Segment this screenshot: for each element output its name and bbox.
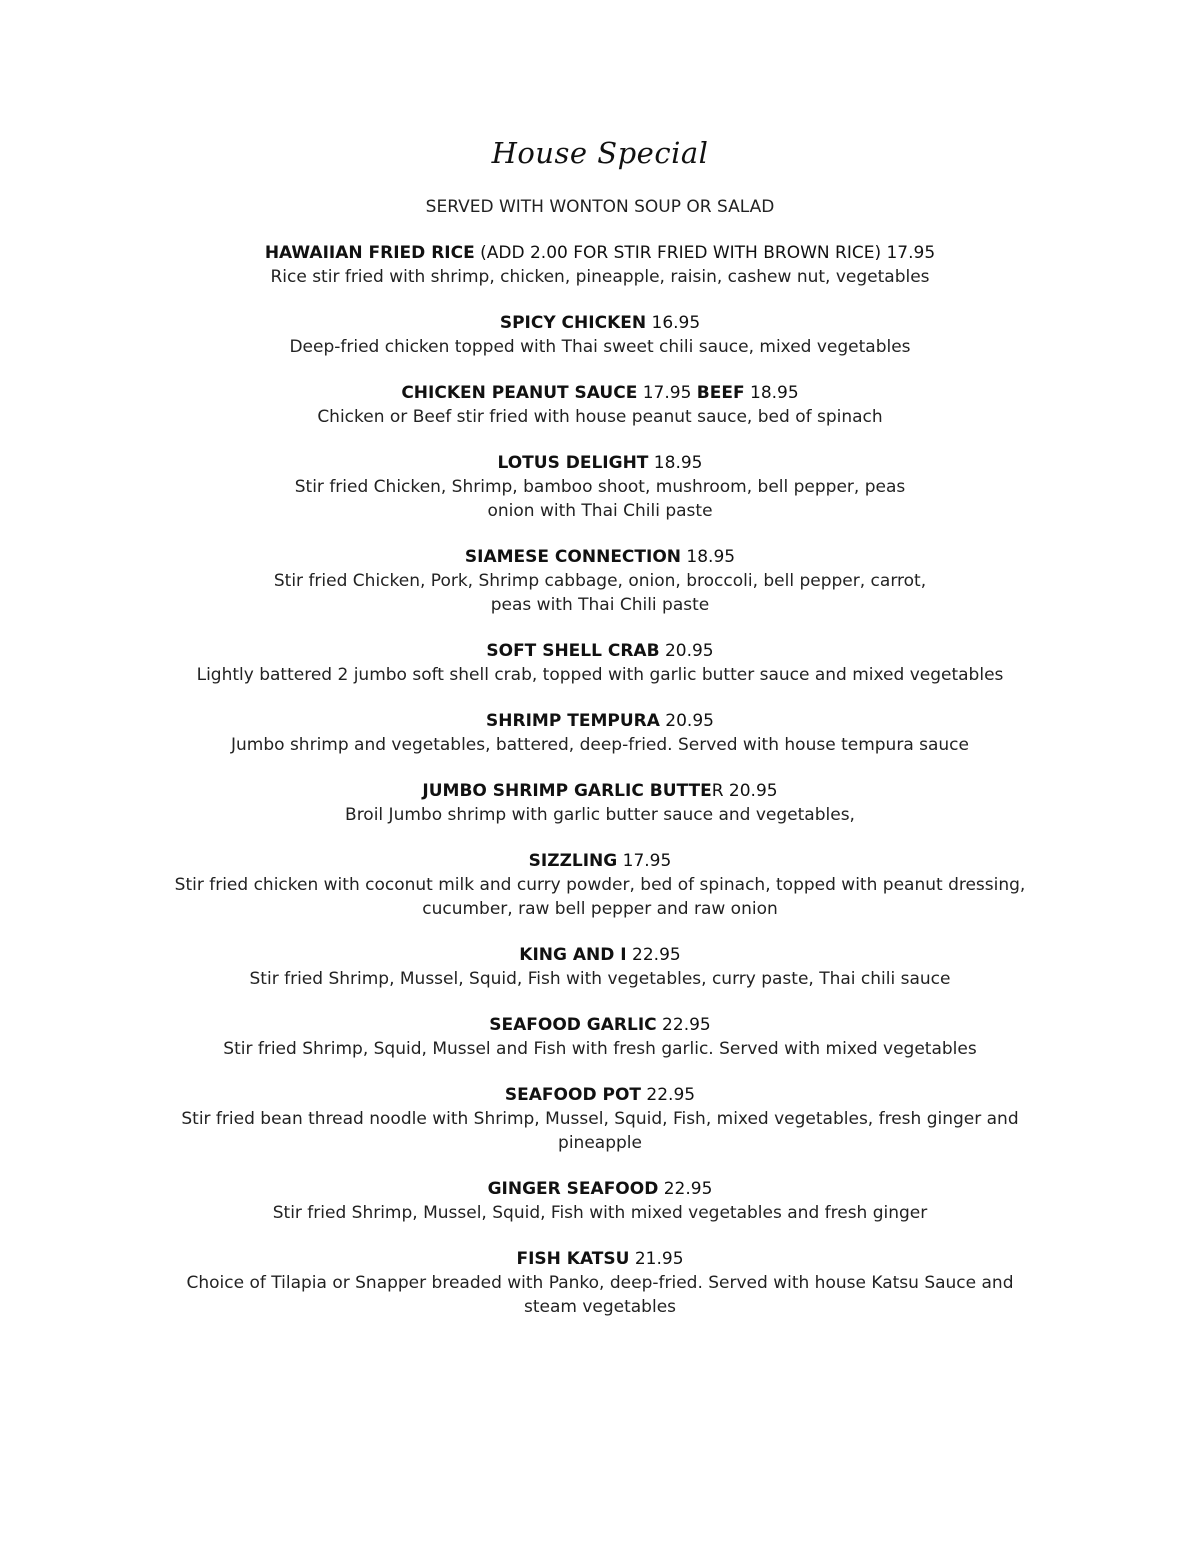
item-description [100,405,1100,429]
description-line: Deep-fried chicken topped with Thai sweet chili sauce, mixed vegetables [289,337,911,357]
description-line: Chicken or Beef stir fried with house peanut sauce, bed of spinach [317,407,883,427]
menu-item [100,242,1100,289]
item-name: SEAFOOD POT [504,1085,641,1105]
item-heading [100,312,1100,335]
item-price: 17.95 [617,851,672,871]
menu-item [100,382,1100,429]
item-description [100,1271,1100,1319]
item-description [100,475,1100,523]
item-name: SEAFOOD GARLIC [489,1015,657,1035]
menu-item [100,1084,1100,1155]
item-price: 22.95 [656,1015,711,1035]
item-name: FISH KATSU [516,1249,630,1269]
item-name: SHRIMP TEMPURA [486,711,660,731]
item-heading [100,1178,1100,1201]
item-heading [100,242,1100,265]
item-price: 22.95 [658,1179,713,1199]
description-line: Stir fried Chicken, Shrimp, bamboo shoot, mushroom, bell pepper, peas [294,477,906,497]
description-line: Stir fried Chicken, Pork, Shrimp cabbage, onion, broccoli, bell pepper, carrot, [273,571,927,591]
description-line: Stir fried Shrimp, Squid, Mussel and Fish with fresh garlic. Served with mixed vegetables [223,1039,977,1059]
menu-item [100,710,1100,757]
item-price-secondary: 18.95 [744,383,799,403]
description-line: Stir fried Shrimp, Mussel, Squid, Fish with vegetables, curry paste, Thai chili sauce [249,969,951,989]
description-line: Jumbo shrimp and vegetables, battered, deep-fried. Served with house tempura sauce [231,735,969,755]
item-heading [100,1084,1100,1107]
menu-item [100,780,1100,827]
item-description [100,335,1100,359]
item-description [100,569,1100,617]
item-description [100,265,1100,289]
item-description [100,1107,1100,1155]
item-name-secondary: BEEF [696,383,745,403]
item-name: HAWAIIAN FRIED RICE [264,243,475,263]
item-heading [100,452,1100,475]
description-line: cucumber, raw bell pepper and raw onion [422,899,778,919]
item-name: CHICKEN PEANUT SAUCE [401,383,638,403]
menu-item [100,944,1100,991]
item-price: 21.95 [629,1249,684,1269]
description-line: Stir fried Shrimp, Mussel, Squid, Fish with mixed vegetables and fresh ginger [272,1203,928,1223]
item-name: JUMBO SHRIMP GARLIC BUTTE [422,781,712,801]
item-price: R 20.95 [711,781,778,801]
item-price: 18.95 [681,547,736,567]
item-name: SPICY CHICKEN [499,313,647,333]
menu-item [100,312,1100,359]
description-line: Lightly battered 2 jumbo soft shell crab, topped with garlic butter sauce and mixed vegetables [196,665,1004,685]
description-line: steam vegetables [523,1297,677,1317]
description-line: Rice stir fried with shrimp, chicken, pineapple, raisin, cashew nut, vegetables [270,267,930,287]
item-description [100,967,1100,991]
item-name: GINGER SEAFOOD [487,1179,659,1199]
item-name: SIZZLING [528,851,618,871]
description-line: Broil Jumbo shrimp with garlic butter sauce and vegetables, [345,805,855,825]
item-description [100,733,1100,757]
description-line: onion with Thai Chili paste [487,501,713,521]
menu-item [100,1014,1100,1061]
item-description [100,873,1100,921]
item-heading [100,710,1100,733]
menu-item [100,546,1100,617]
description-line: pineapple [558,1133,642,1153]
item-price: 22.95 [641,1085,696,1105]
item-price: 18.95 [648,453,703,473]
item-price: 17.95 [637,383,697,403]
item-name: LOTUS DELIGHT [497,453,649,473]
item-heading [100,1014,1100,1037]
item-price: 22.95 [626,945,681,965]
description-line: Stir fried bean thread noodle with Shrimp, Mussel, Squid, Fish, mixed vegetables, fresh ginger and [181,1109,1019,1129]
item-heading [100,1248,1100,1271]
description-line: Stir fried chicken with coconut milk and curry powder, bed of spinach, topped with peanut dressing, [174,875,1026,895]
page-subtitle: SERVED WITH WONTON SOUP OR SALAD [425,197,775,217]
item-heading [100,382,1100,405]
item-price: (ADD 2.00 FOR STIR FRIED WITH BROWN RICE) 17.95 [474,243,936,263]
item-name: SOFT SHELL CRAB [486,641,660,661]
menu-item [100,1248,1100,1319]
menu-item [100,640,1100,687]
item-heading [100,546,1100,569]
menu-item [100,850,1100,921]
description-line: Choice of Tilapia or Snapper breaded with Panko, deep-fried. Served with house Katsu Sauce and [186,1273,1014,1293]
item-price: 16.95 [646,313,701,333]
item-heading [100,780,1100,803]
item-heading [100,944,1100,967]
item-price: 20.95 [659,711,714,731]
item-description [100,1037,1100,1061]
menu-list [100,242,1100,1342]
item-description [100,1201,1100,1225]
menu-item [100,452,1100,523]
item-heading [100,850,1100,873]
item-description [100,803,1100,827]
item-name: SIAMESE CONNECTION [464,547,682,567]
item-name: KING AND I [519,945,627,965]
item-price: 20.95 [659,641,714,661]
description-line: peas with Thai Chili paste [490,595,710,615]
menu-item [100,1178,1100,1225]
page-title: House Special [491,136,709,170]
item-heading [100,640,1100,663]
item-description [100,663,1100,687]
